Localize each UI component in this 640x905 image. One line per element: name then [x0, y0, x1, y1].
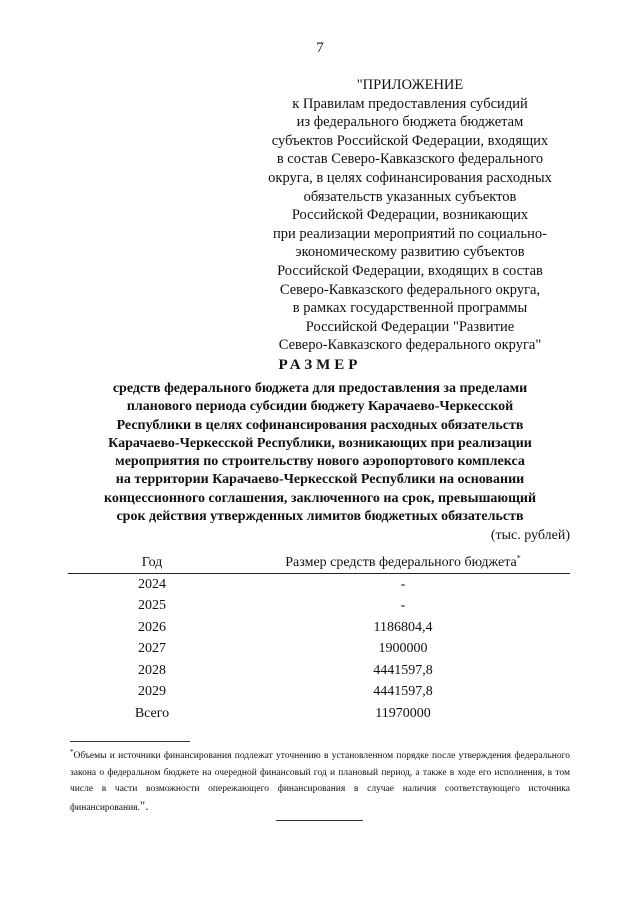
footnote-text: Объемы и источники финансирования подлежат уточнению в установленном порядке после утверждения федерального закона о федеральном бюджете на очередной финансовый год и плановый период, а также в ходе его исполнения, в том числе в части возможности опережающего финансирования в случае наличия соответствующего источника финансирования. — [70, 751, 570, 813]
subtitle-line: на территории Карачаево-Черкесской Республики на основании — [115, 472, 525, 488]
appendix-line: Северо-Кавказского федерального округа" — [278, 337, 542, 354]
year-cell: 2027 — [138, 641, 166, 657]
table-row — [68, 596, 570, 618]
appendix-line: в рамках государственной программы — [292, 300, 528, 317]
appendix-line: обязательств указанных субъектов — [303, 188, 517, 205]
table-row — [68, 682, 570, 704]
subtitle-line: Карачаево-Черкесской Республики, возникающих при реализации — [108, 435, 532, 451]
table-row — [68, 660, 570, 682]
subtitle-line: срок действия утвержденных лимитов бюджетных обязательств — [116, 509, 524, 525]
appendix-line: Российской Федерации "Развитие — [305, 318, 515, 335]
footnote — [70, 744, 570, 816]
subtitle-line: мероприятия по строительству нового аэропортового комплекса — [115, 454, 525, 470]
appendix-line: в состав Северо-Кавказского федерального — [276, 151, 544, 168]
column-header-amount-label: Размер средств федерального бюджета — [285, 555, 517, 570]
year-cell: 2029 — [138, 684, 166, 700]
year-cell: 2028 — [138, 662, 166, 678]
amount-cell: 11970000 — [375, 705, 431, 721]
appendix-line: Северо-Кавказского федерального округа, — [279, 281, 541, 298]
year-cell: Всего — [134, 705, 170, 721]
table-row — [68, 639, 570, 661]
table-row — [68, 617, 570, 639]
subtitle-line: Республики в целях софинансирования расходных обязательств — [116, 417, 524, 433]
table-header-row — [68, 552, 570, 574]
year-cell: 2024 — [138, 576, 166, 592]
subtitle-line: концессионного соглашения, заключенного на срок, превышающий — [103, 490, 537, 506]
footnote-closing: ". — [139, 797, 149, 813]
subtitle-line: средств федерального бюджета для предоставления за пределами — [112, 381, 528, 396]
budget-table — [68, 552, 570, 725]
amount-cell: - — [400, 576, 406, 592]
column-header-amount — [236, 552, 570, 574]
appendix-line: при реализации мероприятий по социально- — [272, 225, 547, 242]
appendix-line: к Правилам предоставления субсидий — [292, 95, 528, 112]
column-header-year: Год — [68, 552, 236, 574]
year-cell: 2025 — [138, 598, 166, 614]
amount-cell: 4441597,8 — [373, 662, 433, 678]
appendix-line: экономическому развитию субъектов — [295, 244, 525, 261]
appendix-line: округа, в целях софинансирования расходных — [268, 169, 552, 186]
page-number: 7 — [316, 40, 324, 56]
table-row — [68, 574, 570, 596]
appendix-heading — [230, 76, 590, 355]
amount-cell: 1186804,4 — [373, 619, 433, 635]
subtitle-line: планового периода субсидии бюджету Карачаево-Черкесской — [126, 399, 514, 415]
amount-cell: - — [400, 598, 406, 614]
footnote-mark: * — [516, 553, 521, 563]
table-row — [68, 703, 570, 725]
appendix-line: из федерального бюджета бюджетам — [296, 114, 524, 131]
appendix-line: Российской Федерации, возникающих — [291, 207, 529, 224]
end-separator — [276, 820, 363, 821]
amount-cell: 1900000 — [378, 641, 428, 657]
year-cell: 2026 — [138, 619, 166, 635]
footnote-separator — [70, 741, 190, 742]
document-title: РАЗМЕР — [278, 357, 362, 373]
appendix-line: субъектов Российской Федерации, входящих — [271, 132, 549, 149]
units-label: (тыс. рублей) — [490, 528, 570, 543]
appendix-line: Российской Федерации, входящих в состав — [277, 262, 543, 279]
amount-cell: 4441597,8 — [373, 684, 433, 700]
document-subtitle — [60, 380, 580, 526]
appendix-line: "ПРИЛОЖЕНИЕ — [356, 77, 464, 93]
footnote-mark: * — [70, 748, 74, 756]
